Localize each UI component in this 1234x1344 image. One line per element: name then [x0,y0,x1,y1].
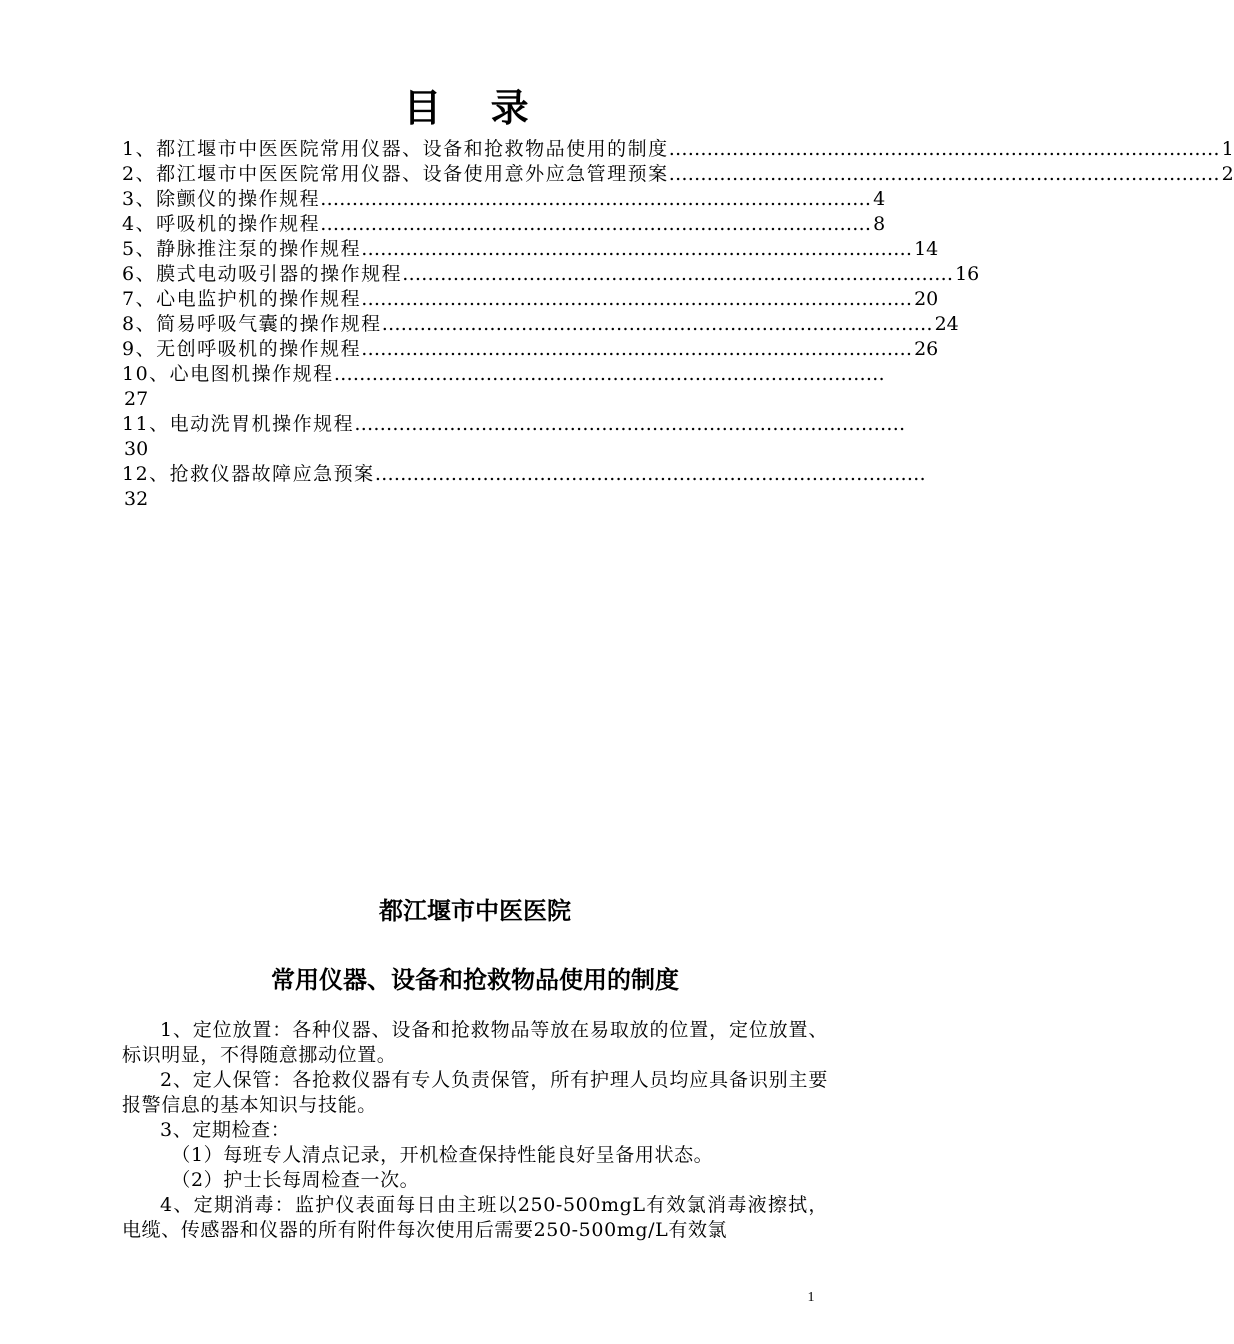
toc-leader: …………………………………………………………………………… [402,263,954,285]
toc-entry-text: 11、电动洗胃机操作规程 [122,413,355,435]
toc-leader: …………………………………………………………………………… [381,313,933,335]
body-paragraph: 3、定期检查： [160,1119,291,1141]
body-paragraph: （2）护士长每周检查一次。 [171,1169,420,1191]
toc-leader: …………………………………………………………………………… [354,413,906,435]
body-paragraph: 1、定位放置：各种仪器、设备和抢救物品等放在易取放的位置，定位放置、标识明显，不得随意挪动位置。 [122,1019,828,1066]
toc-entry-page: 20 [914,288,939,310]
toc-entry[interactable] [122,187,886,212]
toc-entry-page: 8 [873,213,886,235]
toc-entry[interactable] [122,287,939,312]
toc-entry-text: 3、除颤仪的操作规程 [122,188,321,210]
toc-entry-page: 26 [914,338,939,360]
toc-entry-text: 2、都江堰市中医医院常用仪器、设备使用意外应急管理预案 [122,163,669,185]
toc-title: 目 录 [403,85,547,130]
toc-entry-page: 14 [914,238,939,260]
toc-entry-page: 30 [124,438,149,460]
toc-leader: …………………………………………………………………………… [374,463,926,485]
toc-entry[interactable] [122,412,906,462]
toc-entry-text: 1、都江堰市中医医院常用仪器、设备和抢救物品使用的制度 [122,138,669,160]
toc-leader: …………………………………………………………………………… [333,363,885,385]
toc-leader: …………………………………………………………………………… [361,238,913,260]
toc-entry-text: 7、心电监护机的操作规程 [122,288,362,310]
toc-entry-text: 10、心电图机操作规程 [122,363,334,385]
toc-entry-text: 12、抢救仪器故障应急预案 [122,463,375,485]
table-of-contents [122,137,1234,512]
toc-entry[interactable] [122,212,886,237]
toc-leader: …………………………………………………………………………… [320,188,872,210]
document-body [122,1018,828,1243]
toc-entry[interactable] [122,262,980,287]
body-paragraph: （1）每班专人清点记录，开机检查保持性能良好呈备用状态。 [171,1144,714,1166]
toc-entry[interactable] [122,137,1234,162]
document-title: 常用仪器、设备和抢救物品使用的制度 [271,965,679,994]
toc-entry[interactable] [122,237,939,262]
organization-title: 都江堰市中医医院 [379,896,571,925]
toc-entry-page: 24 [934,313,959,335]
toc-entry-page: 16 [955,263,980,285]
toc-entry-page: 1 [1221,138,1234,160]
body-paragraph: 4、定期消毒：监护仪表面每日由主班以250-500mgL有效氯消毒液擦拭，电缆、传感器和仪器的所有附件每次使用后需要250-500mg/L有效氯 [122,1194,828,1241]
body-paragraph: 2、定人保管：各抢救仪器有专人负责保管，所有护理人员均应具备识别主要报警信息的基本知识与技能。 [122,1069,828,1116]
page-number: 1 [807,1290,815,1305]
toc-entry[interactable] [122,162,1234,187]
toc-entry-page: 4 [873,188,886,210]
toc-leader: …………………………………………………………………………… [668,138,1220,160]
toc-leader: …………………………………………………………………………… [361,288,913,310]
toc-entry-page: 27 [124,388,149,410]
toc-entry-text: 8、简易呼吸气囊的操作规程 [122,313,382,335]
toc-leader: …………………………………………………………………………… [361,338,913,360]
toc-leader: …………………………………………………………………………… [320,213,872,235]
toc-leader: …………………………………………………………………………… [668,163,1220,185]
toc-entry-text: 9、无创呼吸机的操作规程 [122,338,362,360]
toc-entry-text: 6、膜式电动吸引器的操作规程 [122,263,403,285]
toc-entry[interactable] [122,312,959,337]
toc-entry-text: 4、呼吸机的操作规程 [122,213,321,235]
toc-entry[interactable] [122,462,926,512]
toc-entry[interactable] [122,362,885,412]
toc-entry-page: 32 [124,488,149,510]
toc-entry-text: 5、静脉推注泵的操作规程 [122,238,362,260]
toc-entry-page: 2 [1221,163,1234,185]
toc-entry[interactable] [122,337,939,362]
